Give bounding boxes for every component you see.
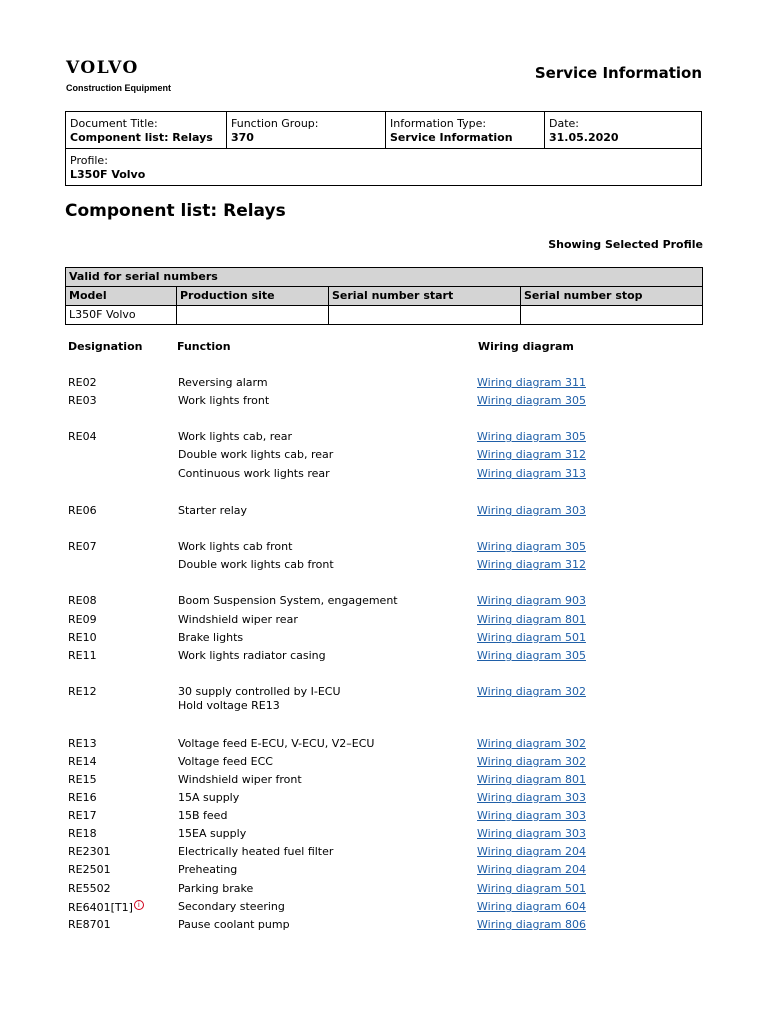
component-function: Preheating xyxy=(178,863,238,876)
meta-value: 370 xyxy=(231,131,254,144)
wiring-diagram-link[interactable]: Wiring diagram 302 xyxy=(477,685,586,698)
component-function: Voltage feed E-ECU, V-ECU, V2–ECU xyxy=(178,737,375,750)
wiring-diagram-link[interactable]: Wiring diagram 312 xyxy=(477,558,586,571)
component-designation: RE04 xyxy=(68,430,97,443)
meta-function-group xyxy=(226,112,385,148)
logo-wordmark: VOLVO xyxy=(66,58,139,78)
component-designation: RE12 xyxy=(68,685,97,698)
meta-label: Profile: xyxy=(70,154,108,167)
component-designation: RE14 xyxy=(68,755,97,768)
wiring-diagram-link[interactable]: Wiring diagram 501 xyxy=(477,882,586,895)
page-title: Component list: Relays xyxy=(65,201,286,221)
component-function: 15EA supply xyxy=(178,827,247,840)
serial-table-title: Valid for serial numbers xyxy=(66,268,703,287)
serial-cell-production-site xyxy=(177,306,329,325)
component-designation: RE06 xyxy=(68,504,97,517)
meta-profile xyxy=(66,149,701,185)
wiring-diagram-link[interactable]: Wiring diagram 303 xyxy=(477,827,586,840)
meta-label: Date: xyxy=(549,117,579,130)
wiring-diagram-link[interactable]: Wiring diagram 302 xyxy=(477,737,586,750)
component-function: Voltage feed ECC xyxy=(178,755,273,768)
component-designation: RE10 xyxy=(68,631,97,644)
component-designation: RE07 xyxy=(68,540,97,553)
component-designation: RE03 xyxy=(68,394,97,407)
wiring-diagram-link[interactable]: Wiring diagram 305 xyxy=(477,649,586,662)
meta-label: Document Title: xyxy=(70,117,158,130)
component-function: Continuous work lights rear xyxy=(178,467,330,480)
serial-header-serial-stop: Serial number stop xyxy=(521,287,703,306)
volvo-logo xyxy=(66,58,171,93)
serial-numbers-table xyxy=(65,267,703,325)
wiring-diagram-link[interactable]: Wiring diagram 604 xyxy=(477,900,586,913)
serial-header-production-site: Production site xyxy=(177,287,329,306)
wiring-diagram-link[interactable]: Wiring diagram 204 xyxy=(477,845,586,858)
component-designation: RE2301 xyxy=(68,845,111,858)
component-function: Windshield wiper rear xyxy=(178,613,298,626)
meta-value: L350F Volvo xyxy=(70,168,146,181)
component-function: Brake lights xyxy=(178,631,244,644)
component-designation: RE02 xyxy=(68,376,97,389)
meta-label: Information Type: xyxy=(390,117,487,130)
component-function: Secondary steering xyxy=(178,900,285,913)
meta-label: Function Group: xyxy=(231,117,319,130)
component-designation: RE08 xyxy=(68,594,97,607)
meta-date xyxy=(544,112,701,148)
component-function: Double work lights cab, rear xyxy=(178,448,334,461)
component-designation: RE13 xyxy=(68,737,97,750)
component-function: Work lights front xyxy=(178,394,270,407)
column-header-wiring: Wiring diagram xyxy=(478,340,574,353)
component-designation: RE16 xyxy=(68,791,97,804)
wiring-diagram-link[interactable]: Wiring diagram 801 xyxy=(477,613,586,626)
wiring-diagram-link[interactable]: Wiring diagram 312 xyxy=(477,448,586,461)
component-designation: RE17 xyxy=(68,809,97,822)
wiring-diagram-link[interactable]: Wiring diagram 313 xyxy=(477,467,586,480)
serial-header-serial-start: Serial number start xyxy=(329,287,521,306)
component-function: Starter relay xyxy=(178,504,248,517)
component-designation: RE5502 xyxy=(68,882,111,895)
meta-document-title xyxy=(66,112,226,148)
component-function: 15A supply xyxy=(178,791,240,804)
column-header-designation: Designation xyxy=(68,340,143,353)
serial-header-model: Model xyxy=(66,287,177,306)
warning-icon[interactable]: i xyxy=(134,900,144,910)
wiring-diagram-link[interactable]: Wiring diagram 311 xyxy=(477,376,586,389)
wiring-diagram-link[interactable]: Wiring diagram 303 xyxy=(477,791,586,804)
serial-cell-serial-stop xyxy=(521,306,703,325)
wiring-diagram-link[interactable]: Wiring diagram 303 xyxy=(477,809,586,822)
component-function: 15B feed xyxy=(178,809,228,822)
meta-value: 31.05.2020 xyxy=(549,131,619,144)
logo-subtitle: Construction Equipment xyxy=(66,83,171,93)
wiring-diagram-link[interactable]: Wiring diagram 305 xyxy=(477,394,586,407)
wiring-diagram-link[interactable]: Wiring diagram 302 xyxy=(477,755,586,768)
wiring-diagram-link[interactable]: Wiring diagram 501 xyxy=(477,631,586,644)
wiring-diagram-link[interactable]: Wiring diagram 806 xyxy=(477,918,586,931)
component-function: Electrically heated fuel filter xyxy=(178,845,334,858)
wiring-diagram-link[interactable]: Wiring diagram 801 xyxy=(477,773,586,786)
profile-note: Showing Selected Profile xyxy=(548,238,703,251)
service-title: Service Information xyxy=(534,64,702,82)
serial-cell-model: L350F Volvo xyxy=(66,306,177,325)
document-meta-table xyxy=(65,111,702,186)
component-designation: RE8701 xyxy=(68,918,111,931)
component-function: Reversing alarm xyxy=(178,376,268,389)
wiring-diagram-link[interactable]: Wiring diagram 305 xyxy=(477,540,586,553)
meta-value: Service Information xyxy=(390,131,513,144)
component-function: Parking brake xyxy=(178,882,254,895)
component-function: Work lights radiator casing xyxy=(178,649,326,662)
wiring-diagram-link[interactable]: Wiring diagram 305 xyxy=(477,430,586,443)
component-function: Work lights cab front xyxy=(178,540,293,553)
component-function: Windshield wiper front xyxy=(178,773,302,786)
wiring-diagram-link[interactable]: Wiring diagram 903 xyxy=(477,594,586,607)
component-function: Work lights cab, rear xyxy=(178,430,293,443)
wiring-diagram-link[interactable]: Wiring diagram 303 xyxy=(477,504,586,517)
meta-value: Component list: Relays xyxy=(70,131,213,144)
component-designation: RE2501 xyxy=(68,863,111,876)
component-designation: RE6401[T1] i xyxy=(68,900,144,915)
component-function: Pause coolant pump xyxy=(178,918,290,931)
wiring-diagram-link[interactable]: Wiring diagram 204 xyxy=(477,863,586,876)
component-function: Double work lights cab front xyxy=(178,558,334,571)
component-designation: RE11 xyxy=(68,649,97,662)
meta-information-type xyxy=(385,112,544,148)
component-designation: RE18 xyxy=(68,827,97,840)
serial-cell-serial-start xyxy=(329,306,521,325)
column-header-function: Function xyxy=(177,340,231,353)
component-designation: RE15 xyxy=(68,773,97,786)
component-function: Boom Suspension System, engagement xyxy=(178,594,398,607)
component-designation: RE09 xyxy=(68,613,97,626)
component-function: 30 supply controlled by I-ECU Hold voltage RE13 xyxy=(178,685,341,712)
